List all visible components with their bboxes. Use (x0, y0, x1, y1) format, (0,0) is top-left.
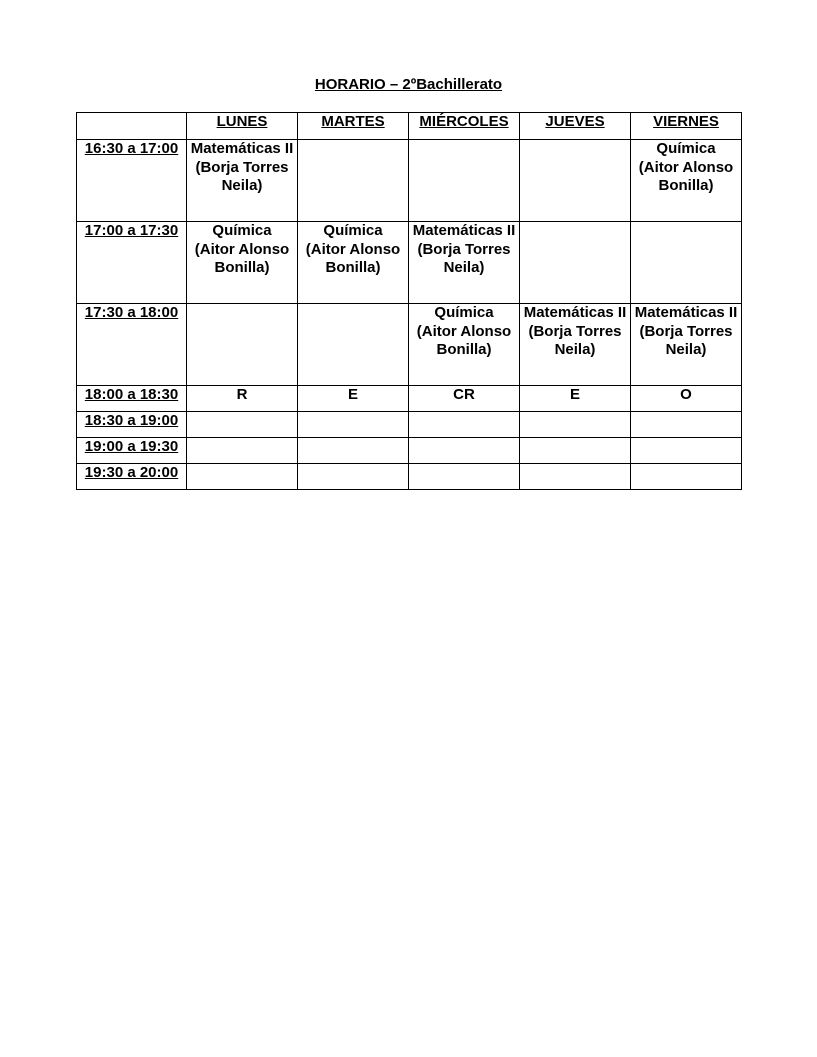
schedule-cell (409, 304, 520, 386)
teacher-name: (Aitor Alonso Bonilla) (416, 322, 512, 358)
subject-name: Química (212, 222, 272, 239)
schedule-cell (298, 140, 409, 222)
schedule-cell (520, 222, 631, 304)
schedule-cell (520, 464, 631, 490)
time-slot: 19:00 a 19:30 (77, 438, 187, 464)
teacher-name: (Borja Torres Neila) (195, 158, 289, 194)
schedule-cell (187, 222, 298, 304)
day-header-martes: MARTES (298, 113, 409, 140)
recreo-letter: E (298, 386, 409, 412)
teacher-name: (Aitor Alonso Bonilla) (305, 240, 401, 276)
schedule-cell (631, 222, 742, 304)
recreo-letter: O (631, 386, 742, 412)
time-slot: 16:30 a 17:00 (77, 140, 187, 222)
schedule-cell (409, 140, 520, 222)
time-slot: 19:30 a 20:00 (77, 464, 187, 490)
table-row (77, 464, 742, 490)
schedule-cell (520, 140, 631, 222)
schedule-cell (298, 464, 409, 490)
schedule-cell (409, 438, 520, 464)
day-header-miercoles: MIÉRCOLES (409, 113, 520, 140)
recreo-letter: R (187, 386, 298, 412)
schedule-cell (298, 222, 409, 304)
subject-name: Matemáticas II (190, 140, 294, 157)
subject-name: Matemáticas II (634, 304, 738, 321)
time-slot: 17:30 a 18:00 (77, 304, 187, 386)
teacher-name: (Aitor Alonso Bonilla) (638, 158, 734, 194)
subject-name: Química (323, 222, 383, 239)
subject-name: Química (656, 140, 716, 157)
schedule-cell (631, 412, 742, 438)
schedule-cell (187, 412, 298, 438)
subject-name: Matemáticas II (523, 304, 627, 321)
subject-name: Química (434, 304, 494, 321)
recreo-letter: E (520, 386, 631, 412)
schedule-cell (187, 140, 298, 222)
schedule-cell (187, 464, 298, 490)
teacher-name: (Aitor Alonso Bonilla) (194, 240, 290, 276)
schedule-cell (187, 304, 298, 386)
time-slot: 18:00 a 18:30 (77, 386, 187, 412)
table-row (77, 438, 742, 464)
recreo-letter: CR (409, 386, 520, 412)
day-header-viernes: VIERNES (631, 113, 742, 140)
time-slot: 17:00 a 17:30 (77, 222, 187, 304)
schedule-cell (631, 438, 742, 464)
schedule-cell (298, 304, 409, 386)
schedule-cell (520, 412, 631, 438)
page-title: HORARIO – 2ºBachillerato (314, 76, 503, 93)
schedule-cell (520, 304, 631, 386)
schedule-cell (409, 412, 520, 438)
day-header-lunes: LUNES (187, 113, 298, 140)
day-header-jueves: JUEVES (520, 113, 631, 140)
recreo-row (77, 386, 742, 412)
teacher-name: (Borja Torres Neila) (417, 240, 511, 276)
schedule-cell (409, 464, 520, 490)
header-row (77, 113, 742, 140)
schedule-cell (631, 464, 742, 490)
table-row (77, 222, 742, 304)
table-row (77, 140, 742, 222)
corner-cell (77, 113, 187, 140)
time-slot: 18:30 a 19:00 (77, 412, 187, 438)
table-row (77, 412, 742, 438)
subject-name: Matemáticas II (412, 222, 516, 239)
teacher-name: (Borja Torres Neila) (639, 322, 733, 358)
schedule-cell (520, 438, 631, 464)
schedule-cell (298, 412, 409, 438)
schedule-cell (298, 438, 409, 464)
schedule-cell (409, 222, 520, 304)
schedule-table (76, 112, 742, 490)
schedule-cell (631, 140, 742, 222)
teacher-name: (Borja Torres Neila) (528, 322, 622, 358)
schedule-cell (631, 304, 742, 386)
schedule-cell (187, 438, 298, 464)
table-row (77, 304, 742, 386)
